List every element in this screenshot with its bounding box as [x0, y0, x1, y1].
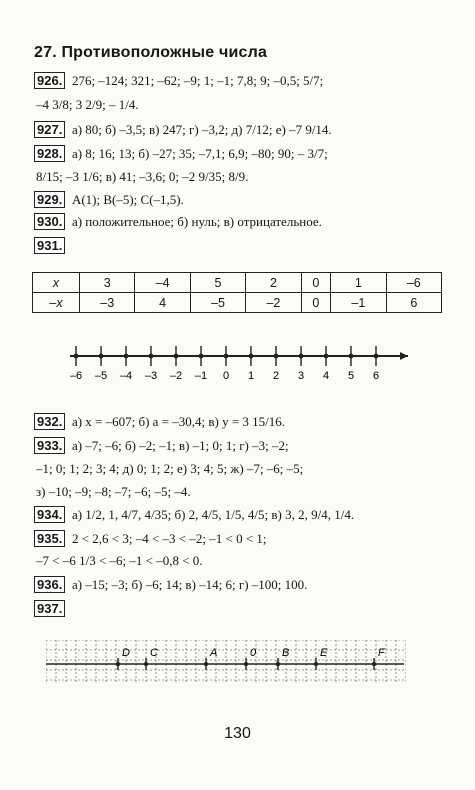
exercise-number: 927. [34, 121, 65, 138]
answer-930 [34, 213, 322, 231]
answer-933 [34, 437, 289, 455]
point-dot [99, 354, 104, 359]
table-cell: 5 [190, 273, 245, 293]
tick-label: –3 [144, 370, 158, 382]
arrow-head-icon [400, 352, 408, 360]
answer-928-cont [36, 168, 248, 186]
answer-927 [34, 121, 332, 139]
table-cell: 0 [301, 273, 331, 293]
exercise-number: 929. [34, 191, 65, 208]
table-row [33, 273, 442, 293]
tick-label: 6 [372, 370, 380, 382]
point-label: E [320, 647, 328, 659]
answer-text: –7 < –6 1/3 < –6; –1 < –0,8 < 0. [36, 553, 203, 568]
tick-label: 2 [272, 370, 280, 382]
tick-label: 5 [347, 370, 355, 382]
point-dot [372, 662, 376, 666]
number-line-2 [46, 640, 406, 682]
answer-933-cont [36, 460, 303, 478]
answer-926 [34, 72, 323, 90]
page-number: 130 [224, 725, 251, 742]
answer-text: а) –15; –3; б) –6; 14; в) –14; 6; г) –100; 100. [71, 577, 308, 592]
exercise-number: 930. [34, 213, 65, 230]
answer-text: 8/15; –3 1/6; в) 41; –3,6; 0; –2 9/35; 8/9. [36, 169, 249, 184]
table-cell: –2 [246, 293, 301, 313]
answer-935-cont [36, 552, 203, 570]
answer-936 [34, 576, 307, 594]
point-dot [199, 354, 204, 359]
table-cell: 6 [386, 293, 441, 313]
answer-text: а) положительное; б) нуль; в) отрицательное. [71, 214, 322, 229]
point-dot [244, 662, 248, 666]
tick-label: 4 [322, 370, 330, 382]
answer-text: а) 80; б) –3,5; в) 247; г) –3,2; д) 7/12; е) –7 9/14. [71, 122, 332, 137]
exercise-number: 926. [34, 72, 65, 89]
table-cell: 3 [80, 273, 135, 293]
point-label: F [378, 647, 385, 659]
answer-937 [34, 600, 68, 618]
answer-text: з) –10; –9; –8; –7; –6; –5; –4. [36, 484, 191, 499]
answer-text: а) x = –607; б) a = –30,4; в) y = 3 15/16. [71, 414, 286, 429]
answer-932 [34, 413, 285, 431]
point-label: A [210, 647, 218, 659]
point-label: B [282, 647, 290, 659]
exercise-number: 935. [34, 530, 65, 547]
point-dot [324, 354, 329, 359]
opposite-numbers-table [32, 272, 442, 313]
tick-label: –5 [94, 370, 108, 382]
answer-text: –1; 0; 1; 2; 3; 4; д) 0; 1; 2; е) 3; 4; 5; ж) –7; –6; –5; [36, 461, 304, 476]
point-dot [124, 354, 129, 359]
row-label: –x [33, 293, 80, 313]
answer-text: а) 8; 16; 13; б) –27; 35; –7,1; 6,9; –80; 90; – 3/7; [71, 146, 328, 161]
tick-label: 3 [297, 370, 305, 382]
table-cell: –3 [80, 293, 135, 313]
exercise-number: 932. [34, 413, 65, 430]
exercise-number: 937. [34, 600, 65, 617]
table-cell: 2 [246, 273, 301, 293]
exercise-number: 928. [34, 145, 65, 162]
point-dot [349, 354, 354, 359]
answer-928 [34, 145, 328, 163]
tick-label: –6 [70, 370, 83, 382]
point-dot [144, 662, 148, 666]
table-cell: –4 [135, 273, 190, 293]
answer-text: а) 1/2, 1, 4/7, 4/35; б) 2, 4/5, 1/5, 4/5; в) 3, 2, 9/4, 1/4. [71, 507, 355, 522]
point-dot [204, 662, 208, 666]
point-dot [174, 354, 179, 359]
point-dot [149, 354, 154, 359]
exercise-number: 931. [34, 237, 65, 254]
answer-text: A(1); B(–5); C(–1,5). [71, 192, 184, 207]
row-label: x [33, 273, 80, 293]
point-dot [274, 354, 279, 359]
answer-text: 2 < 2,6 < 3; –4 < –3 < –2; –1 < 0 < 1; [71, 531, 267, 546]
table-cell: –5 [190, 293, 245, 313]
tick-label: –1 [194, 370, 208, 382]
point-dot [249, 354, 254, 359]
answer-935 [34, 530, 267, 548]
point-dot [314, 662, 318, 666]
point-label: D [122, 647, 130, 659]
point-label: 0 [250, 647, 257, 659]
table-cell: –6 [386, 273, 441, 293]
answer-926-cont [36, 96, 139, 114]
table-cell: –1 [331, 293, 386, 313]
answer-934 [34, 506, 354, 524]
point-dot [299, 354, 304, 359]
exercise-number: 934. [34, 506, 65, 523]
table-row [33, 293, 442, 313]
point-dot [116, 662, 120, 666]
table-cell: 1 [331, 273, 386, 293]
tick-label: 1 [247, 370, 255, 382]
tick-label: 0 [222, 370, 230, 382]
section-title: 27. Противоположные числа [34, 44, 268, 61]
answer-text: 276; –124; 321; –62; –9; 1; –1; 7,8; 9; –0,5; 5/7; [71, 73, 324, 88]
table-cell: 4 [135, 293, 190, 313]
exercise-number: 933. [34, 437, 65, 454]
table-cell: 0 [301, 293, 331, 313]
answer-929 [34, 191, 184, 209]
answer-933-cont2 [36, 483, 191, 501]
answer-text: а) –7; –6; б) –2; –1; в) –1; 0; 1; г) –3; –2; [71, 438, 289, 453]
exercise-number: 936. [34, 576, 65, 593]
point-dot [374, 354, 379, 359]
point-dot [74, 354, 79, 359]
tick-label: –4 [119, 370, 133, 382]
point-label: C [150, 647, 158, 659]
answer-931 [34, 237, 68, 255]
point-dot [224, 354, 229, 359]
tick-label: –2 [169, 370, 183, 382]
answer-text: –4 3/8; 3 2/9; – 1/4. [36, 97, 139, 112]
point-dot [276, 662, 280, 666]
number-line-1 [70, 328, 410, 384]
